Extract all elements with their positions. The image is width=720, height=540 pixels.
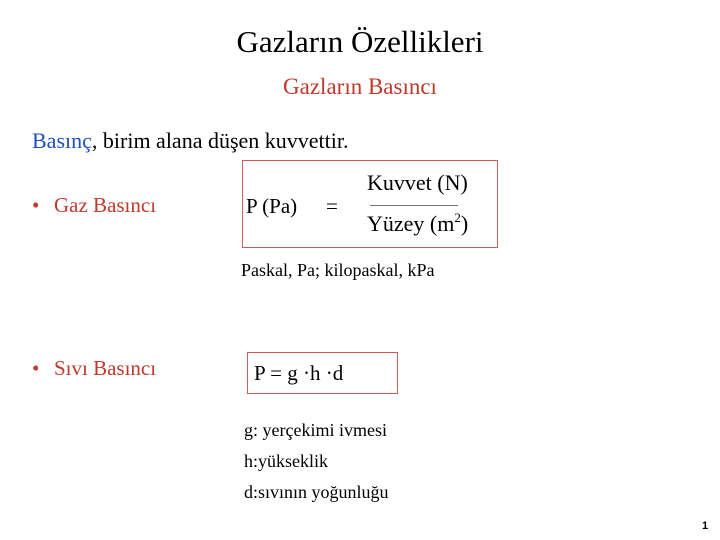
bullet-dot-icon: • [32, 193, 40, 217]
gas-pressure-lhs: P (Pa) [246, 194, 298, 218]
definition-term: Basınç [32, 128, 92, 153]
bullet-gas-pressure [32, 193, 156, 218]
gas-pressure-label: Gaz Basıncı [54, 193, 157, 217]
denominator-close: ) [460, 211, 469, 236]
page-subtitle: Gazların Basıncı [283, 74, 437, 99]
pressure-units: Paskal, Pa; kilopaskal, kPa [241, 260, 435, 280]
legend-item: d:sıvının yoğunluğu [244, 482, 389, 502]
gas-pressure-equals: = [326, 194, 338, 218]
bullet-liquid-pressure [32, 356, 156, 381]
liquid-pressure-label: Sıvı Basıncı [54, 356, 157, 380]
page-number: 1 [702, 520, 709, 532]
denominator-exponent: 2 [454, 210, 461, 225]
bullet-dot-icon: • [32, 356, 40, 380]
legend-item: h:yükseklik [244, 451, 328, 471]
denominator-text: Yüzey (m [367, 211, 455, 236]
page-title: Gazların Özellikleri [236, 24, 484, 59]
gas-pressure-denominator [367, 210, 468, 237]
liquid-pressure-formula: P = g ·h ·d [254, 361, 344, 385]
gas-pressure-numerator: Kuvvet (N) [367, 170, 468, 195]
definition-rest: , birim alana düşen kuvvettir. [91, 128, 349, 153]
fraction-line [370, 205, 458, 206]
legend-item: g: yerçekimi ivmesi [244, 420, 387, 440]
definition-text [32, 128, 349, 154]
